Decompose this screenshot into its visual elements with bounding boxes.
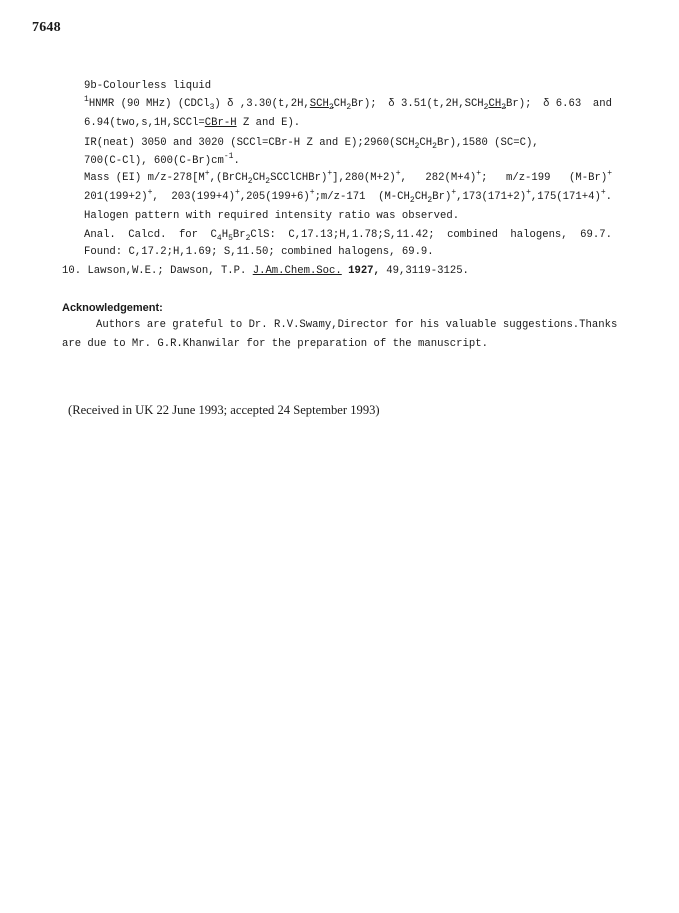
- reference-10: 10. Lawson,W.E.; Dawson, T.P. J.Am.Chem.Soc. 1927, 49,3119-3125.: [62, 265, 469, 277]
- calcd-word: Calcd.: [128, 229, 167, 241]
- hnmr-line-2: 6.94(two,s,1H,SCCl=CBr-H Z and E).: [84, 117, 301, 129]
- ir-line-1: IR(neat) 3050 and 3020 (SCCl=CBr-H Z and $E);2960(SCH_2CH_2Br),1580$ (SC=C),: [84, 137, 539, 151]
- mass-line-2: [84, 188, 612, 205]
- acknowledgement-heading: Acknowledgement:: [62, 302, 163, 314]
- calcd-values: C,17.13;H,1.78;S,11.42;: [288, 229, 435, 241]
- hnmr-segment-b: δ $3.51(t,2H,SCH_2CH_2Br)$;: [388, 98, 532, 112]
- found-line: Found: C,17.2;H,1.69; S,11.50; combined halogens, 69.9.: [84, 246, 434, 258]
- anal-word: Anal.: [84, 229, 116, 241]
- anal-line: [84, 230, 612, 241]
- formula: $C_4H_5Br_2ClS$:: [210, 229, 276, 243]
- hnmr-segment-d: and: [592, 98, 612, 110]
- page-number: 7648: [32, 20, 61, 35]
- halogen-line: Halogen pattern with required intensity ratio was observed.: [84, 210, 460, 222]
- halogens-value: 69.7.: [580, 229, 612, 241]
- ir-line-2: 700(C-Cl), $600(C-Br)cm^{-1}$.: [84, 152, 240, 167]
- acknowledgement-line-1: Authors are grateful to Dr. R.V.Swamy,Director for his valuable suggestions.Thanks: [96, 319, 618, 331]
- hnmr-segment-a: $^1$HNMR (90 MHz) (CDCl$_3$) δ $,3.30(t,2H,SCH_2CH_2Br)$;: [84, 95, 377, 112]
- halogens-word: halogens,: [510, 229, 568, 241]
- acknowledgement-line-2: are due to Mr. G.R.Khanwilar for the preparation of the manuscript.: [62, 338, 488, 350]
- combined-word: combined: [447, 229, 498, 241]
- mass-segment-a: Mass (EI) $m/z-278[M^+,(BrCH_2CH_2SCClCHBr)^+],280(M+2)^+$,: [84, 169, 407, 186]
- reference-year: 1927,: [348, 265, 380, 277]
- mass2-segment-b: 203(199+4)+,205(199+6)+;m/z-171: [171, 188, 366, 203]
- mass2-segment-c: $(M-CH_2CH_2Br)^+,173(171+2)^+,175(171+4)^+$.: [378, 188, 612, 205]
- received-note: (Received in UK 22 June 1993; accepted 24 September 1993): [68, 403, 380, 417]
- mass-segment-c: m/z-199: [505, 172, 551, 184]
- hnmr-segment-c: δ 6.63: [543, 98, 582, 110]
- mass-line-1: [84, 169, 612, 186]
- hnmr-line-1: [84, 95, 612, 112]
- journal-name: J.Am.Chem.Soc.: [252, 265, 342, 277]
- for-word: for: [178, 229, 199, 241]
- mass-segment-d: (M-Br)+: [569, 169, 612, 184]
- compound-title: 9b-Colourless liquid: [84, 80, 212, 92]
- mass-segment-b: 282(M+4)+;: [425, 169, 488, 184]
- mass2-segment-a: 201(199+2)+,: [84, 188, 159, 203]
